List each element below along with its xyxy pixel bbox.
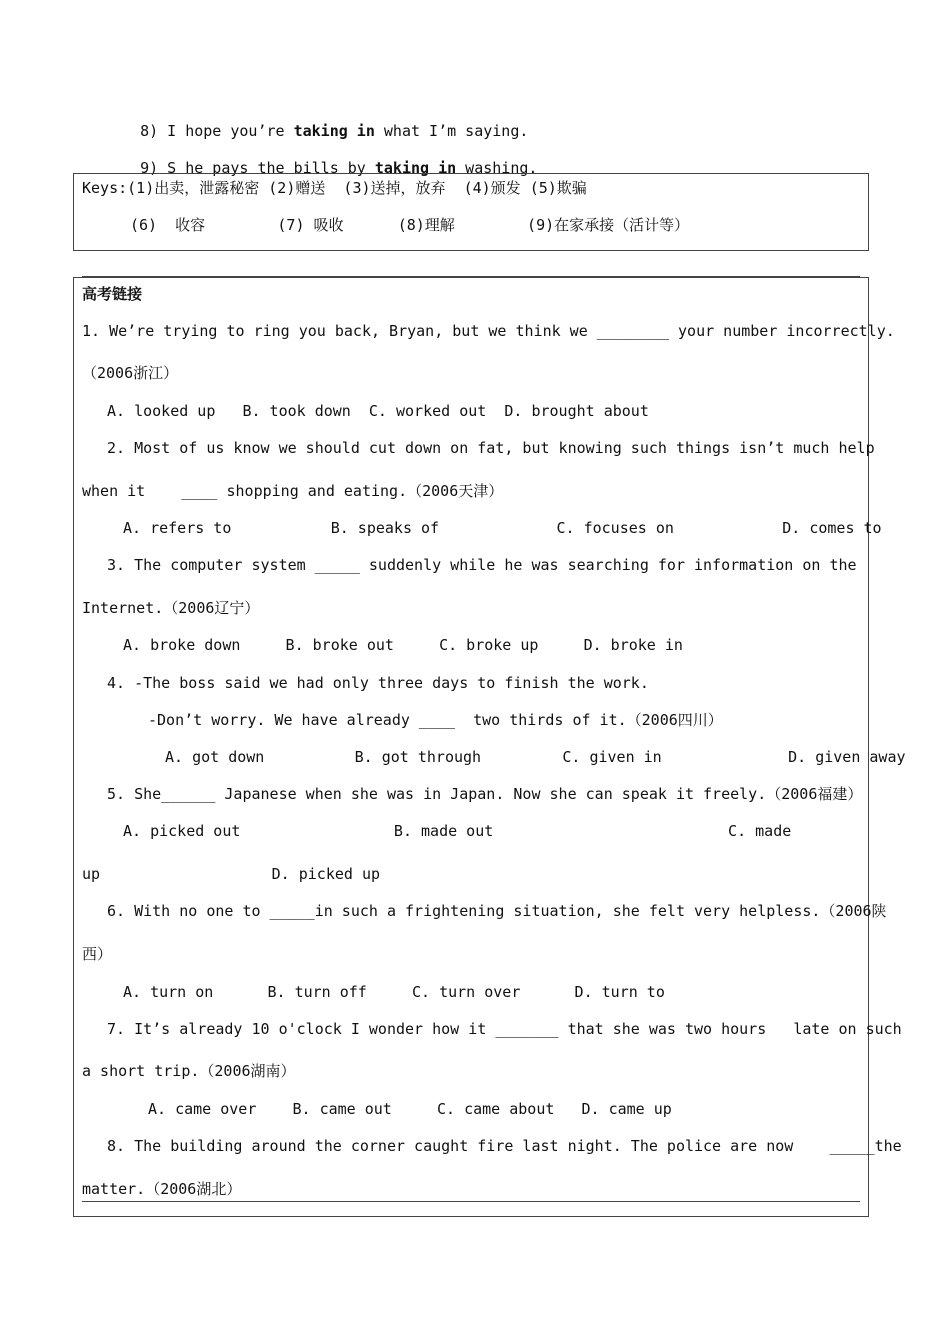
sentence-9-phrase: taking in [374,159,457,177]
q3-stem-cont: Internet.（2006辽宁） [82,599,260,617]
keys-row-1: Keys:(1)出卖，泄露秘密 (2)赠送 (3)送掉，放弃 (4)颁发 (5)欺骗 [82,179,587,197]
q2-stem: 2. Most of us know we should cut down on fat, but knowing such things isn’t much help [107,439,875,457]
q2-stem-cont: when it ____ shopping and eating.（2006天津） [82,482,504,500]
q2-options: A. refers to B. speaks of C. focuses on D. comes to [123,519,882,537]
box-inner-bottom-rule [82,1201,860,1202]
q1-options: A. looked up B. took down C. worked out D. brought about [107,402,649,420]
q6-stem-cont: 西） [82,945,113,963]
q4-stem: 4. -The boss said we had only three days to finish the work. [107,674,649,692]
q7-stem-cont: a short trip.（2006湖南） [82,1062,296,1080]
keys-row-2: (6) 收容 (7) 吸收 (8)理解 (9)在家承接（活计等） [130,216,690,234]
q4-stem-cont: -Don’t worry. We have already ____ two thirds of it.（2006四川） [148,711,723,729]
q1-stem: 1. We’re trying to ring you back, Bryan, but we think we ________ your number incorrectly. [82,322,895,340]
q8-stem-cont: matter.（2006湖北） [82,1180,242,1198]
q7-stem: 7. It’s already 10 o'clock I wonder how it _______ that she was two hours late on such [107,1020,902,1038]
q6-options: A. turn on B. turn off C. turn over D. turn to [123,983,665,1001]
q4-options: A. got down B. got through C. given in D. given away [165,748,906,766]
q8-stem: 8. The building around the corner caught fire last night. The police are now _____the [107,1137,902,1155]
q7-options: A. came over B. came out C. came about D. came up [148,1100,672,1118]
sentence-9 [122,141,537,177]
sentence-8-part-a: 8) I hope you’re [140,122,294,140]
q3-stem: 3. The computer system _____ suddenly while he was searching for information on the [107,556,857,574]
q3-options: A. broke down B. broke out C. broke up D. broke in [123,636,683,654]
sentence-8 [122,104,528,140]
box-inner-top-rule [82,276,860,277]
q5-options: A. picked out B. made out C. made [123,822,792,840]
sentence-9-part-a: 9) S he pays the bills by [140,159,375,177]
q6-stem: 6. With no one to _____in such a frightening situation, she felt very helpless.（2006陕 [107,902,887,920]
section-title: 高考链接 [82,285,143,303]
q5-stem: 5. She______ Japanese when she was in Japan. Now she can speak it freely.（2006福建） [107,785,863,803]
sentence-9-part-c: washing. [456,159,538,177]
q5-options-cont: up D. picked up [82,865,381,883]
sentence-8-phrase: taking in [293,122,375,140]
sentence-8-part-c: what I’m saying. [374,122,529,140]
q1-source: （2006浙江） [82,364,179,382]
